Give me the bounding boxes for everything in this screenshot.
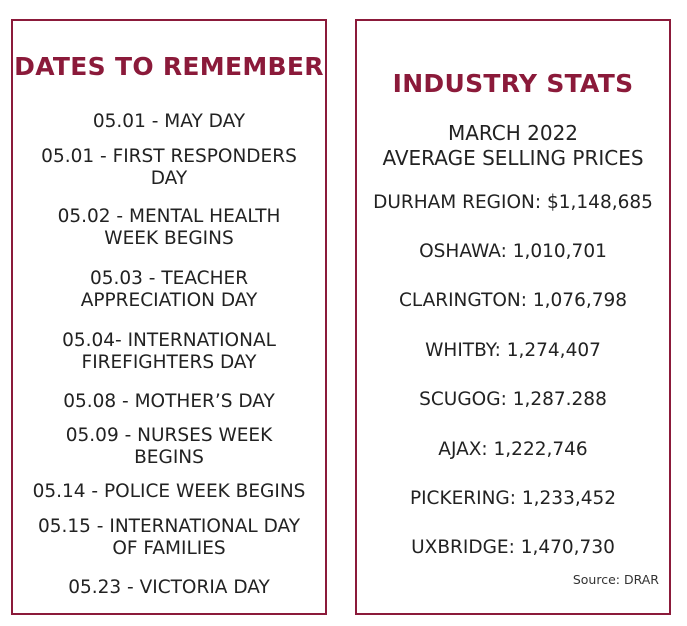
stat-durham-region: DURHAM REGION: $1,148,685 <box>373 192 653 213</box>
stats-subtitle: MARCH 2022 AVERAGE SELLING PRICES <box>382 121 644 170</box>
industry-stats-panel <box>355 19 671 615</box>
date-item-victoria-day: 05.23 - VICTORIA DAY <box>68 577 270 598</box>
stat-pickering: PICKERING: 1,233,452 <box>409 488 617 509</box>
stat-clarington: CLARINGTON: 1,076,798 <box>398 290 628 311</box>
date-item-nurses-week: 05.09 - NURSES WEEK BEGINS <box>65 425 273 468</box>
date-item-police-week: 05.14 - POLICE WEEK BEGINS <box>32 481 306 502</box>
date-item-families-day: 05.15 - INTERNATIONAL DAY OF FAMILIES <box>37 516 301 559</box>
stat-whitby: WHITBY: 1,274,407 <box>425 340 601 361</box>
dates-heading: DATES TO REMEMBER <box>14 52 324 81</box>
stat-uxbridge: UXBRIDGE: 1,470,730 <box>411 537 615 558</box>
date-item-firefighters: 05.04- INTERNATIONAL FIREFIGHTERS DAY <box>62 330 276 373</box>
stat-ajax: AJAX: 1,222,746 <box>438 439 588 460</box>
date-item-mental-health: 05.02 - MENTAL HEALTH WEEK BEGINS <box>57 206 281 249</box>
stat-oshawa: OSHAWA: 1,010,701 <box>419 241 607 262</box>
date-item-teacher-appreciation: 05.03 - TEACHER APPRECIATION DAY <box>80 268 258 311</box>
stat-scugog: SCUGOG: 1,287.288 <box>419 389 607 410</box>
source-note: Source: DRAR <box>572 572 659 587</box>
date-item-first-responders: 05.01 - FIRST RESPONDERS DAY <box>41 146 297 189</box>
stats-heading: INDUSTRY STATS <box>392 69 634 98</box>
date-item-may-day: 05.01 - MAY DAY <box>92 111 246 132</box>
dates-to-remember-panel <box>11 19 327 615</box>
date-item-mothers-day: 05.08 - MOTHER’S DAY <box>63 391 275 412</box>
